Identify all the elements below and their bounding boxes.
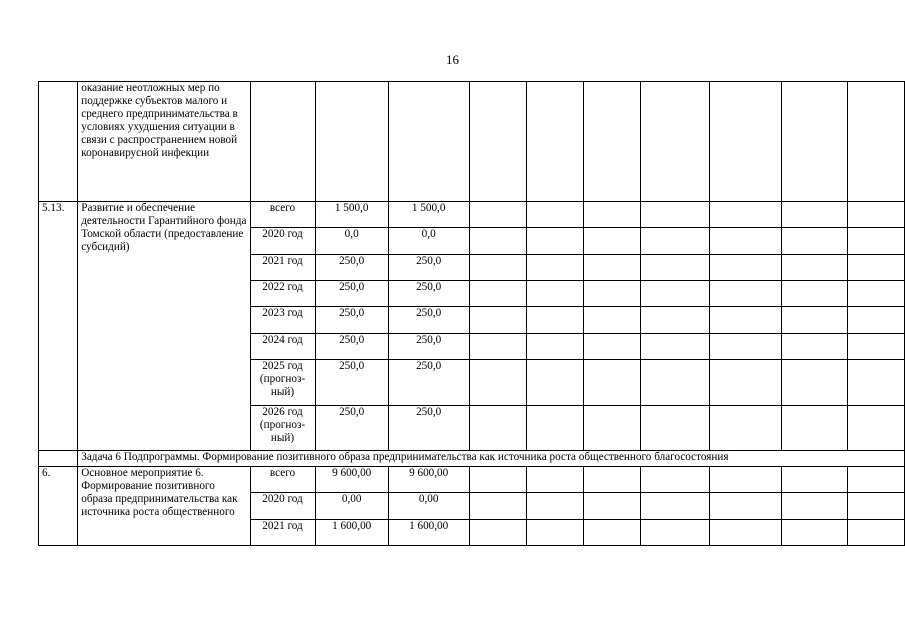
task-heading: Задача 6 Подпрограммы. Формирование позитивного образа предпринимательства как источника роста общественного благосостояния: [78, 451, 905, 467]
description-cell: оказание неотложных мер по поддержке субъектов малого и среднего предпринимательства в условиях ухудшения ситуации в связи с распространением новой коронавирусной инфекции: [78, 82, 250, 202]
table-row: [39, 202, 905, 228]
value-cell: 250,0: [315, 406, 388, 451]
value-cell: 250,0: [388, 281, 469, 307]
value-cell: 250,0: [315, 255, 388, 281]
value-cell: 0,0: [315, 228, 388, 255]
value-cell: 250,0: [388, 307, 469, 334]
item-description: Основное мероприятие 6. Формирование позитивного образа предпринимательства как источника роста общественного: [78, 467, 250, 546]
value-cell: 0,0: [388, 228, 469, 255]
period-cell: 2023 год: [250, 307, 315, 334]
value-cell: 250,0: [388, 360, 469, 406]
period-cell: 2024 год: [250, 334, 315, 360]
value-cell: 250,0: [388, 334, 469, 360]
table-row-continuation: [39, 82, 905, 202]
value-cell: 250,0: [388, 406, 469, 451]
period-cell: 2022 год: [250, 281, 315, 307]
value-cell: 9 600,00: [388, 467, 469, 493]
period-cell: всего: [250, 467, 315, 493]
value-cell: 250,0: [388, 255, 469, 281]
page-number: 16: [446, 52, 459, 67]
period-cell: 2020 год: [250, 228, 315, 255]
code-cell: [39, 82, 78, 202]
budget-table: [38, 81, 905, 546]
value-cell: 250,0: [315, 281, 388, 307]
table-row-task: [39, 451, 905, 467]
value-cell: 250,0: [315, 334, 388, 360]
value-cell: 1 600,00: [388, 520, 469, 546]
period-cell: 2020 год: [250, 493, 315, 520]
item-code: 6.: [39, 467, 78, 546]
period-cell: 2021 год: [250, 520, 315, 546]
period-cell: 2026 год (прогноз-ный): [250, 406, 315, 451]
value-cell: 250,0: [315, 360, 388, 406]
period-cell: 2025 год (прогноз-ный): [250, 360, 315, 406]
item-code: 5.13.: [39, 202, 78, 451]
value-cell: 250,0: [315, 307, 388, 334]
period-cell: 2021 год: [250, 255, 315, 281]
value-cell: 0,00: [388, 493, 469, 520]
value-cell: 1 600,00: [315, 520, 388, 546]
value-cell: 1 500,0: [388, 202, 469, 228]
item-description: Развитие и обеспечение деятельности Гарантийного фонда Томской области (предоставление субсидий): [78, 202, 250, 451]
value-cell: 0,00: [315, 493, 388, 520]
period-cell: всего: [250, 202, 315, 228]
value-cell: 1 500,0: [315, 202, 388, 228]
table-row: [39, 467, 905, 493]
value-cell: 9 600,00: [315, 467, 388, 493]
